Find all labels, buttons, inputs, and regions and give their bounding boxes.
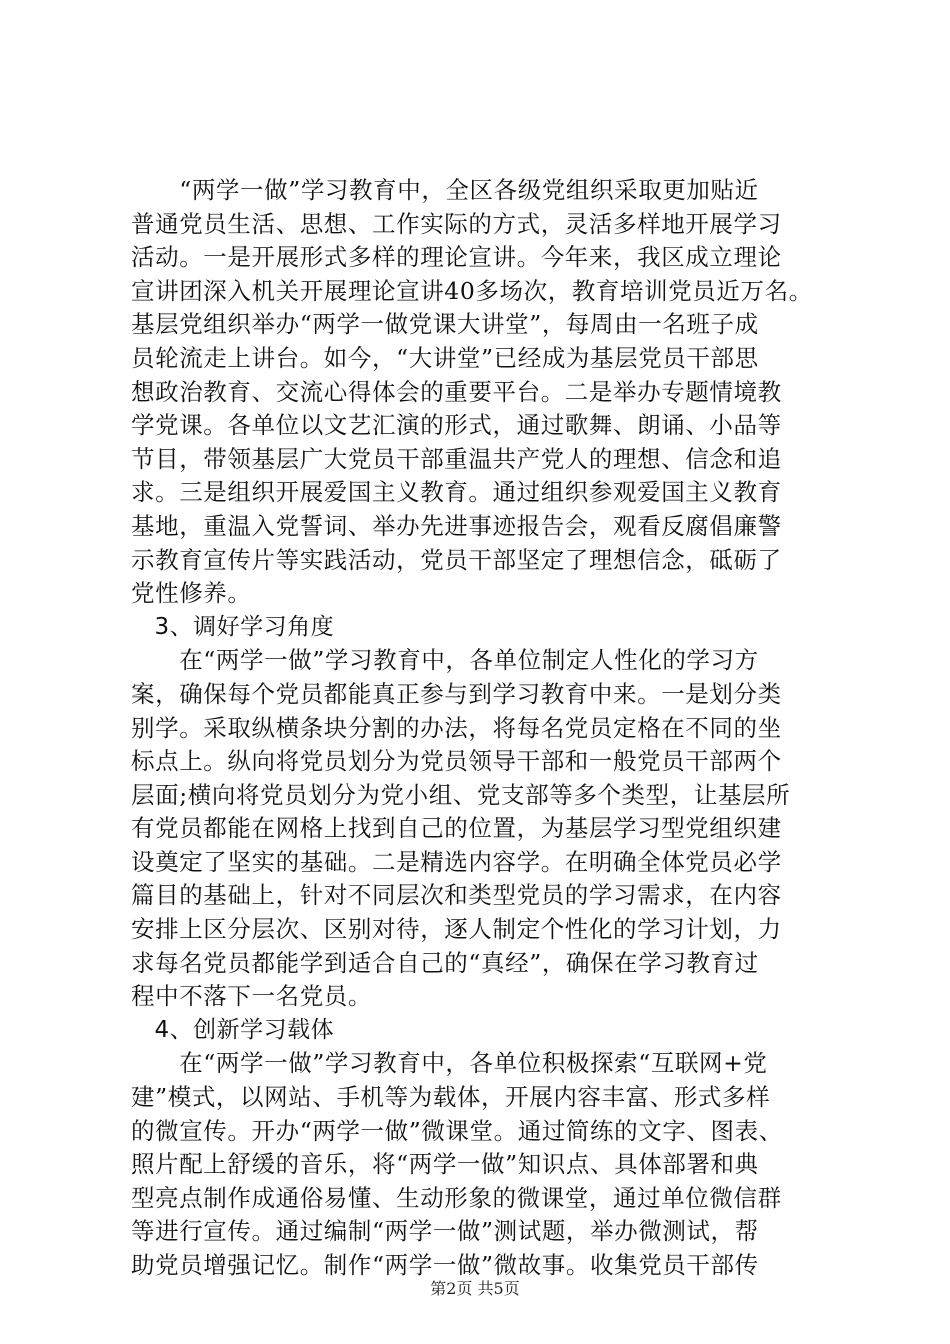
section-heading: 4、创新学习载体 (131, 1016, 335, 1043)
text-line: 照片配上舒缓的音乐，将“两学一做”知识点、具体部署和典 (131, 1150, 759, 1179)
text-line: 别学。采取纵横条块分割的办法，将每名党员定格在不同的坐 (131, 713, 782, 742)
text-line: 基层党组织举办“两学一做党课大讲堂”，每周由一名班子成 (131, 310, 759, 339)
text-line: 在“两学一做”学习教育中，各单位制定人性化的学习方 (131, 646, 759, 675)
section-heading: 3、调好学习角度 (131, 613, 335, 640)
text-line: 求。三是组织开展爱国主义教育。通过组织参观爱国主义教育 (131, 478, 782, 507)
text-line: 学党课。各单位以文艺汇演的形式，通过歌舞、朗诵、小品等 (131, 411, 782, 440)
page-footer: 第2页 共5页 (430, 1279, 520, 1298)
text-line: 在“两学一做”学习教育中，各单位积极探索“互联网+党 (131, 1049, 768, 1078)
text-line: 的微宣传。开办“两学一做”微课堂。通过简练的文字、图表、 (131, 1116, 783, 1145)
text-line: 型亮点制作成通俗易懂、生动形象的微课堂，通过单位微信群 (131, 1183, 782, 1212)
text-line: 基地，重温入党誓词、举办先进事迹报告会，观看反腐倡廉警 (131, 511, 782, 540)
text-line: “两学一做”学习教育中，全区各级党组织采取更加贴近 (131, 176, 759, 204)
text-line: 等进行宣传。通过编制“两学一做”测试题，举办微测试，帮 (131, 1217, 759, 1246)
text-line: 标点上。纵向将党员划分为党员领导干部和一般党员干部两个 (131, 747, 782, 776)
text-line: 党性修养。 (131, 579, 252, 608)
text-line: 求每名党员都能学到适合自己的“真经”，确保在学习教育过 (131, 948, 759, 977)
text-line: 案，确保每个党员都能真正参与到学习教育中来。一是划分类 (131, 679, 782, 708)
text-line: 想政治教育、交流心得体会的重要平台。二是举办专题情境教 (131, 377, 782, 406)
text-line: 节目，带领基层广大党员干部重温共产党人的理想、信念和追 (131, 444, 782, 473)
document-body (131, 174, 831, 1283)
text-line: 建”模式，以网站、手机等为载体，开展内容丰富、形式多样 (131, 1083, 771, 1112)
text-line: 助党员增强记忆。制作“两学一做”微故事。收集党员干部传 (131, 1251, 759, 1279)
text-line: 普通党员生活、思想、工作实际的方式，灵活多样地开展学习 (131, 209, 782, 238)
text-line: 示教育宣传片等实践活动，党员干部坚定了理想信念，砥砺了 (131, 545, 782, 574)
text-line: 程中不落下一名党员。 (131, 982, 372, 1011)
text-line: 层面;横向将党员划分为党小组、党支部等多个类型，让基层所 (131, 780, 791, 809)
text-line: 设奠定了坚实的基础。二是精选内容学。在明确全体党员必学 (131, 847, 782, 876)
text-line: 有党员都能在网格上找到自己的位置，为基层学习型党组织建 (131, 814, 782, 843)
text-line: 篇目的基础上，针对不同层次和类型党员的学习需求，在内容 (131, 881, 782, 910)
text-line: 宣讲团深入机关开展理论宣讲40多场次，教育培训党员近万名。 (131, 276, 813, 305)
text-line: 员轮流走上讲台。如今，“大讲堂”已经成为基层党员干部思 (131, 343, 759, 372)
text-line: 活动。一是开展形式多样的理论宣讲。今年来，我区成立理论 (131, 243, 782, 272)
text-line: 安排上区分层次、区别对待，逐人制定个性化的学习计划，力 (131, 915, 782, 944)
